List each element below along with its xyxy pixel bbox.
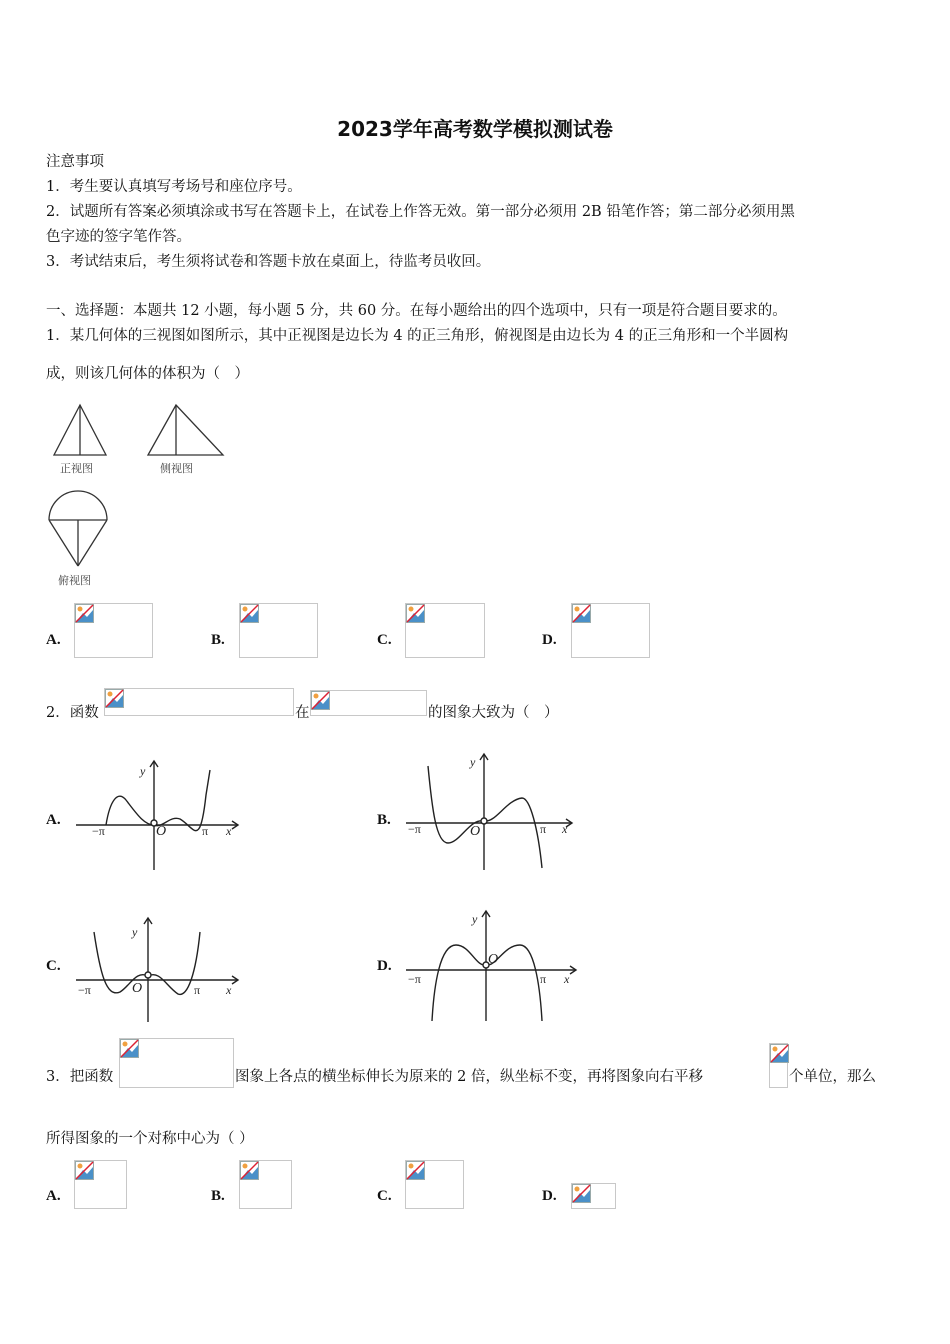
q1-text-line1: 1．某几何体的三视图如图所示，其中正视图是边长为 4 的正三角形，俯视图是由边长为 4 的正三角形和一个半圆构 — [46, 328, 789, 344]
q1-text-line2: 成，则该几何体的体积为（ ） — [46, 366, 249, 382]
q3-option-b-image[interactable] — [239, 1160, 292, 1209]
q3-option-b-label: B. — [211, 1188, 225, 1204]
broken-image-icon — [240, 1161, 259, 1180]
neg-pi-label: −π — [78, 983, 91, 997]
q3-option-c-image[interactable] — [405, 1160, 464, 1209]
side-view-caption: 侧视图 — [160, 463, 193, 475]
pi-label: π — [202, 824, 209, 838]
y-axis-label: y — [472, 912, 478, 926]
origin-label: O — [470, 824, 481, 839]
neg-pi-label: −π — [408, 822, 421, 836]
q3-text-line2: 所得图象的一个对称中心为（ ） — [46, 1131, 254, 1147]
origin-label: O — [156, 824, 167, 839]
neg-pi-label: −π — [92, 824, 105, 838]
q2-graph-b[interactable] — [400, 748, 580, 873]
origin-label: O — [488, 952, 499, 967]
notice-heading: 注意事项 — [46, 154, 104, 170]
q2-interval-image[interactable] — [310, 690, 427, 716]
q1-option-d-image[interactable] — [571, 603, 650, 658]
broken-image-icon — [311, 691, 330, 710]
pi-label: π — [540, 822, 547, 836]
notice-item-2: 2．试题所有答案必须填涂或书写在答题卡上，在试卷上作答无效。第一部分必须用 2B 铅笔作答；第二部分必须用黑 — [46, 204, 795, 220]
x-axis-label: x — [564, 972, 570, 986]
origin-label: O — [132, 981, 143, 996]
pi-label: π — [540, 972, 547, 986]
top-view-caption: 俯视图 — [58, 575, 91, 587]
q1-option-a-label: A. — [46, 632, 61, 648]
x-axis-label: x — [562, 822, 568, 836]
q1-option-b-image[interactable] — [239, 603, 318, 658]
q3-option-d-image[interactable] — [571, 1183, 616, 1209]
q1-option-b-label: B. — [211, 632, 225, 648]
q3-mid: 图象上各点的横坐标伸长为原来的 2 倍，纵坐标不变，再将图象向右平移 — [235, 1069, 703, 1085]
x-axis-label: x — [226, 824, 232, 838]
q3-function-image[interactable] — [119, 1038, 234, 1088]
x-axis-label: x — [226, 983, 232, 997]
q3-prefix: 3．把函数 — [46, 1069, 114, 1085]
q3-option-c-label: C. — [377, 1188, 392, 1204]
broken-image-icon — [406, 604, 425, 623]
q3-suffix: 个单位，那么 — [789, 1069, 876, 1085]
three-view-figure — [46, 400, 236, 592]
q1-option-a-image[interactable] — [74, 603, 153, 658]
pi-label: π — [194, 983, 201, 997]
section-heading: 一、选择题：本题共 12 小题，每小题 5 分，共 60 分。在每小题给出的四个选项中，只有一项是符合题目要求的。 — [46, 303, 787, 319]
page-title: 2023学年高考数学模拟测试卷 — [337, 117, 613, 141]
broken-image-icon — [406, 1161, 425, 1180]
notice-item-3: 3．考试结束后，考生须将试卷和答题卡放在桌面上，待监考员收回。 — [46, 254, 491, 270]
top-view — [49, 491, 107, 566]
notice-item-1: 1．考生要认真填写考场号和座位序号。 — [46, 179, 302, 195]
q3-shift-image[interactable] — [769, 1043, 788, 1088]
broken-image-icon — [75, 1161, 94, 1180]
broken-image-icon — [105, 689, 124, 708]
broken-image-icon — [120, 1039, 139, 1058]
q2-graph-a[interactable] — [70, 755, 250, 875]
neg-pi-label: −π — [408, 972, 421, 986]
notice-item-2-cont: 色字迹的签字笔作答。 — [46, 229, 191, 245]
y-axis-label: y — [140, 764, 146, 778]
broken-image-icon — [240, 604, 259, 623]
q2-option-d-label: D. — [377, 958, 392, 974]
broken-image-icon — [75, 604, 94, 623]
q1-option-c-image[interactable] — [405, 603, 485, 658]
y-axis-label: y — [132, 925, 138, 939]
q3-option-d-label: D. — [542, 1188, 557, 1204]
q2-option-c-label: C. — [46, 958, 61, 974]
q3-option-a-image[interactable] — [74, 1160, 127, 1209]
q3-option-a-label: A. — [46, 1188, 61, 1204]
side-view — [148, 405, 223, 455]
front-view — [54, 405, 106, 455]
q1-option-d-label: D. — [542, 632, 557, 648]
q2-function-image[interactable] — [104, 688, 294, 716]
broken-image-icon — [572, 604, 591, 623]
q1-option-c-label: C. — [377, 632, 392, 648]
q2-suffix: 的图象大致为（ ） — [428, 705, 559, 721]
broken-image-icon — [770, 1044, 789, 1063]
q2-prefix: 2．函数 — [46, 705, 99, 721]
y-axis-label: y — [470, 755, 476, 769]
q2-option-b-label: B. — [377, 812, 391, 828]
q2-graph-d[interactable] — [400, 905, 585, 1025]
q2-graph-c[interactable] — [70, 912, 250, 1027]
q2-mid: 在 — [295, 705, 310, 721]
broken-image-icon — [572, 1184, 591, 1203]
front-view-caption: 正视图 — [60, 463, 93, 475]
q2-option-a-label: A. — [46, 812, 61, 828]
